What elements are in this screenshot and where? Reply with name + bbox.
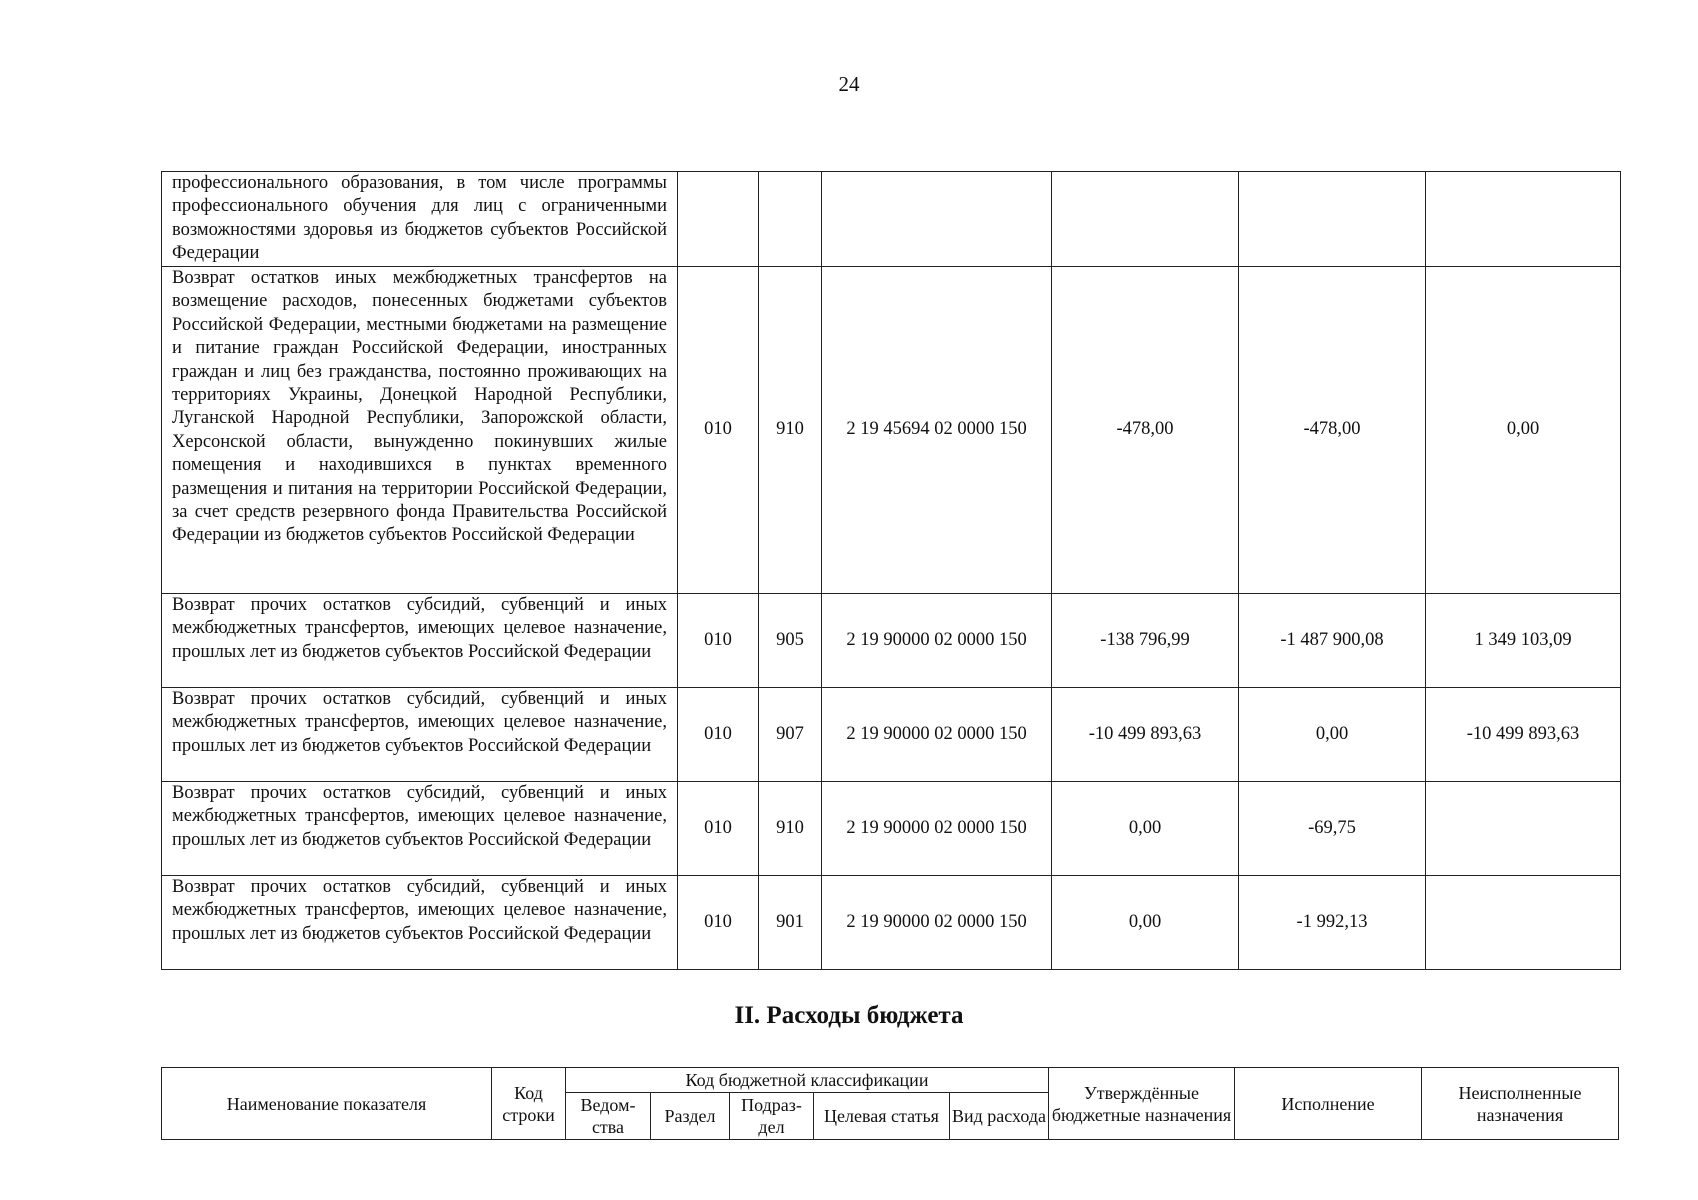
row-classification-code: 2 19 90000 02 0000 150 — [822, 594, 1052, 688]
row-admin-code: 907 — [759, 688, 822, 782]
table-row — [162, 688, 1621, 782]
row-unexecuted — [1426, 876, 1621, 970]
row-name: Возврат прочих остатков субсидий, субвенций и иных межбюджетных трансфертов, имеющих целевое назначение, прошлых лет из бюджетов субъектов Российской Федерации — [162, 594, 678, 688]
row-classification-code: 2 19 45694 02 0000 150 — [822, 267, 1052, 594]
row-executed: -69,75 — [1239, 782, 1426, 876]
header-department: Ведом-ства — [566, 1093, 651, 1140]
row-approved: -138 796,99 — [1052, 594, 1239, 688]
table-row — [162, 172, 1621, 267]
row-unexecuted — [1426, 172, 1621, 267]
row-classification-code — [822, 172, 1052, 267]
row-admin-code: 910 — [759, 267, 822, 594]
header-section: Раздел — [651, 1093, 730, 1140]
row-executed: -1 992,13 — [1239, 876, 1426, 970]
row-executed: 0,00 — [1239, 688, 1426, 782]
header-name: Наименование показателя — [162, 1068, 492, 1140]
row-name: Возврат прочих остатков субсидий, субвенций и иных межбюджетных трансфертов, имеющих целевое назначение, прошлых лет из бюджетов субъектов Российской Федерации — [162, 782, 678, 876]
row-line-code — [678, 172, 759, 267]
header-approved: Утверждённые бюджетные назначения — [1049, 1068, 1235, 1140]
section-title: II. Расходы бюджета — [734, 1002, 964, 1029]
row-name: Возврат прочих остатков субсидий, субвенций и иных межбюджетных трансфертов, имеющих целевое назначение, прошлых лет из бюджетов субъектов Российской Федерации — [162, 876, 678, 970]
row-unexecuted — [1426, 782, 1621, 876]
header-unexecuted: Неисполненные назначения — [1422, 1068, 1619, 1140]
header-classification: Код бюджетной классификации — [566, 1068, 1049, 1093]
row-unexecuted: 1 349 103,09 — [1426, 594, 1621, 688]
table-row — [162, 876, 1621, 970]
row-classification-code: 2 19 90000 02 0000 150 — [822, 688, 1052, 782]
header-target-item: Целевая статья — [814, 1093, 950, 1140]
row-classification-code: 2 19 90000 02 0000 150 — [822, 876, 1052, 970]
row-admin-code: 905 — [759, 594, 822, 688]
row-line-code: 010 — [678, 594, 759, 688]
row-executed: -478,00 — [1239, 267, 1426, 594]
header-subsection: Подраз-дел — [730, 1093, 814, 1140]
row-classification-code: 2 19 90000 02 0000 150 — [822, 782, 1052, 876]
row-name: профессионального образования, в том числе программы профессионального обучения для лиц с ограниченными возможностями здоровья из бюджетов субъектов Российской Федерации — [162, 172, 678, 267]
header-expense-type: Вид расхода — [950, 1093, 1049, 1140]
income-table — [161, 171, 1621, 970]
expense-table-header — [161, 1067, 1619, 1140]
row-name: Возврат остатков иных межбюджетных трансфертов на возмещение расходов, понесенных бюджетами субъектов Российской Федерации, местными бюджетами на размещение и питание граждан Российской Федерации, иностранных граждан и лиц без гражданства, постоянно проживающих на территориях Украины, Донецкой Народной Республики, Луганской Народной Республики, Запорожской области, Херсонской области, вынужденно покинувших жилые помещения и находившихся в пунктах временного размещения и питания на территории Российской Федерации, за счет средств резервного фонда Правительства Российской Федерации из бюджетов субъектов Российской Федерации — [162, 267, 678, 594]
row-executed: -1 487 900,08 — [1239, 594, 1426, 688]
header-executed: Исполнение — [1235, 1068, 1422, 1140]
row-unexecuted: 0,00 — [1426, 267, 1621, 594]
page-number: 24 — [838, 72, 860, 96]
header-line-code: Код строки — [492, 1068, 566, 1140]
row-line-code: 010 — [678, 876, 759, 970]
row-approved: 0,00 — [1052, 782, 1239, 876]
table-row — [162, 594, 1621, 688]
row-admin-code: 901 — [759, 876, 822, 970]
row-line-code: 010 — [678, 782, 759, 876]
row-approved: -10 499 893,63 — [1052, 688, 1239, 782]
row-line-code: 010 — [678, 267, 759, 594]
table-row — [162, 782, 1621, 876]
row-approved — [1052, 172, 1239, 267]
row-name: Возврат прочих остатков субсидий, субвенций и иных межбюджетных трансфертов, имеющих целевое назначение, прошлых лет из бюджетов субъектов Российской Федерации — [162, 688, 678, 782]
row-approved: -478,00 — [1052, 267, 1239, 594]
row-approved: 0,00 — [1052, 876, 1239, 970]
row-unexecuted: -10 499 893,63 — [1426, 688, 1621, 782]
table-row — [162, 267, 1621, 594]
row-executed — [1239, 172, 1426, 267]
row-line-code: 010 — [678, 688, 759, 782]
row-admin-code: 910 — [759, 782, 822, 876]
row-admin-code — [759, 172, 822, 267]
